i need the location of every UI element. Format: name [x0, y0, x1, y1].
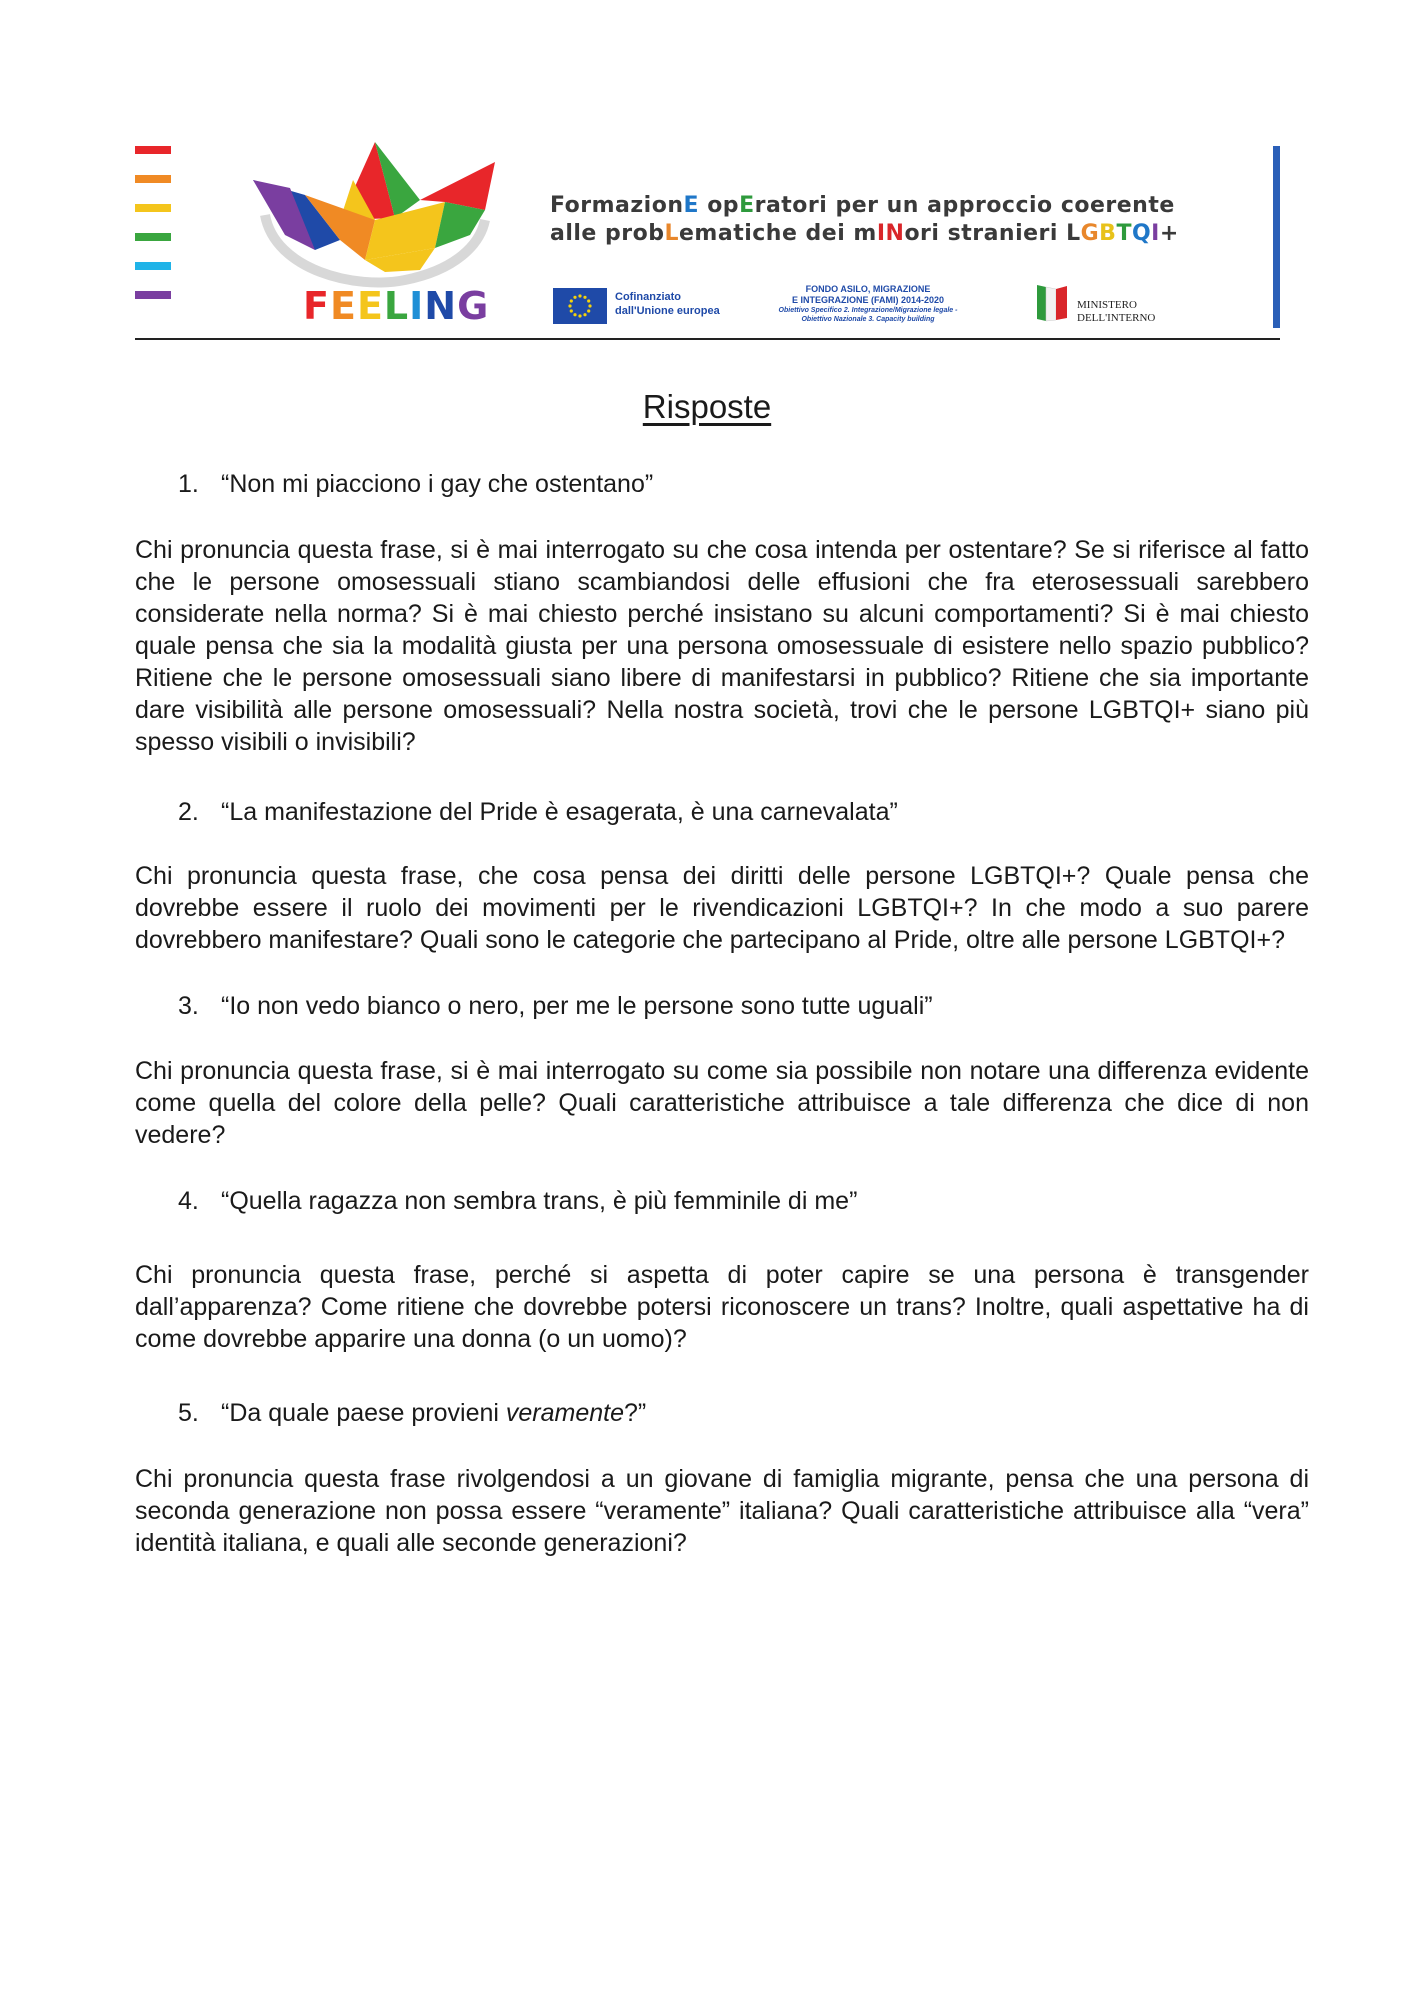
document-header	[135, 140, 1285, 345]
question-2: 2. “La manifestazione del Pride è esagerata, è una carnevalata”	[178, 798, 898, 826]
rainbow-stripes	[135, 146, 171, 320]
eu-flag-icon	[553, 288, 607, 324]
italian-flag-icon	[1035, 283, 1069, 323]
page-title: Risposte	[642, 388, 772, 425]
answer-5: Chi pronuncia questa frase rivolgendosi a un giovane di famiglia migrante, pensa che una persona di seconda generazione non possa essere “veramente” italiana? Quali caratteristiche attribuisce alla “vera” identità italiana, e quali alle seconde generazioni?	[135, 1465, 1309, 1557]
project-title: FormazionE opEratori per un approccio coerente alle probLematiche dei mINori stranieri LGBTQI+	[550, 193, 1179, 246]
header-divider	[135, 338, 1280, 340]
question-5-emphasis: veramente	[505, 1399, 625, 1427]
ministry-label: MINISTERO DELL'INTERNO	[1077, 299, 1156, 324]
question-4: 4. “Quella ragazza non sembra trans, è più femminile di me”	[178, 1187, 858, 1215]
header-vertical-bar	[1273, 146, 1280, 328]
answer-4: Chi pronuncia questa frase, perché si aspetta di poter capire se una persona è transgender dall’apparenza? Come ritiene che dovrebbe potersi riconoscere un trans? Inoltre, quali aspettative ha di come dovrebbe apparire una donna (o un uomo)?	[135, 1261, 1309, 1353]
fami-fund-label: FONDO ASILO, MIGRAZIONE E INTEGRAZIONE (FAMI) 2014-2020 Obiettivo Specifico 2. Integrazione/Migrazione legale - Obiettivo Nazionale 3. Capacity building	[778, 284, 958, 323]
question-3: 3. “Io non vedo bianco o nero, per me le persone sono tutte uguali”	[178, 992, 933, 1020]
answer-3: Chi pronuncia questa frase, si è mai interrogato su come sia possibile non notare una differenza evidente come quella del colore della pelle? Quali caratteristiche attribuisce a tale differenza che dice di non vedere?	[135, 1057, 1309, 1149]
answer-1: Chi pronuncia questa frase, si è mai interrogato su che cosa intenda per ostentare? Se si riferisce al fatto che le persone omosessuali stiano scambiandosi delle effusioni che fra eterosessuali sarebbero considerate nella norma? Si è mai chiesto perché insistano su alcuni comportamenti? Si è mai chiesto quale pensa che sia la modalità giusta per una persona omosessuale di esistere nello spazio pubblico? Ritiene che le persone omosessuali siano libere di manifestarsi in pubblico? Ritiene che sia importante dare visibilità alle persone omosessuali? Nella nostra società, trovi che le persone LGBTQI+ siano più spesso visibili o invisibili?	[135, 536, 1309, 756]
answers-list	[135, 468, 1309, 1559]
feeling-logo-text: FEELING	[303, 284, 490, 328]
eu-cofinancing-label: Cofinanziato dall'Unione europea	[615, 291, 720, 317]
question-5: 5. “Da quale paese provieni veramente?”	[178, 1399, 647, 1427]
answer-2: Chi pronuncia questa frase, che cosa pensa dei diritti delle persone LGBTQI+? Quale pensa che dovrebbe essere il ruolo dei movimenti per le rivendicazioni LGBTQI+? In che modo a suo parere dovrebbero manifestare? Quali sono le categorie che partecipano al Pride, oltre alle persone LGBTQI+?	[135, 862, 1309, 954]
question-1: 1. “Non mi piacciono i gay che ostentano”	[178, 470, 654, 498]
